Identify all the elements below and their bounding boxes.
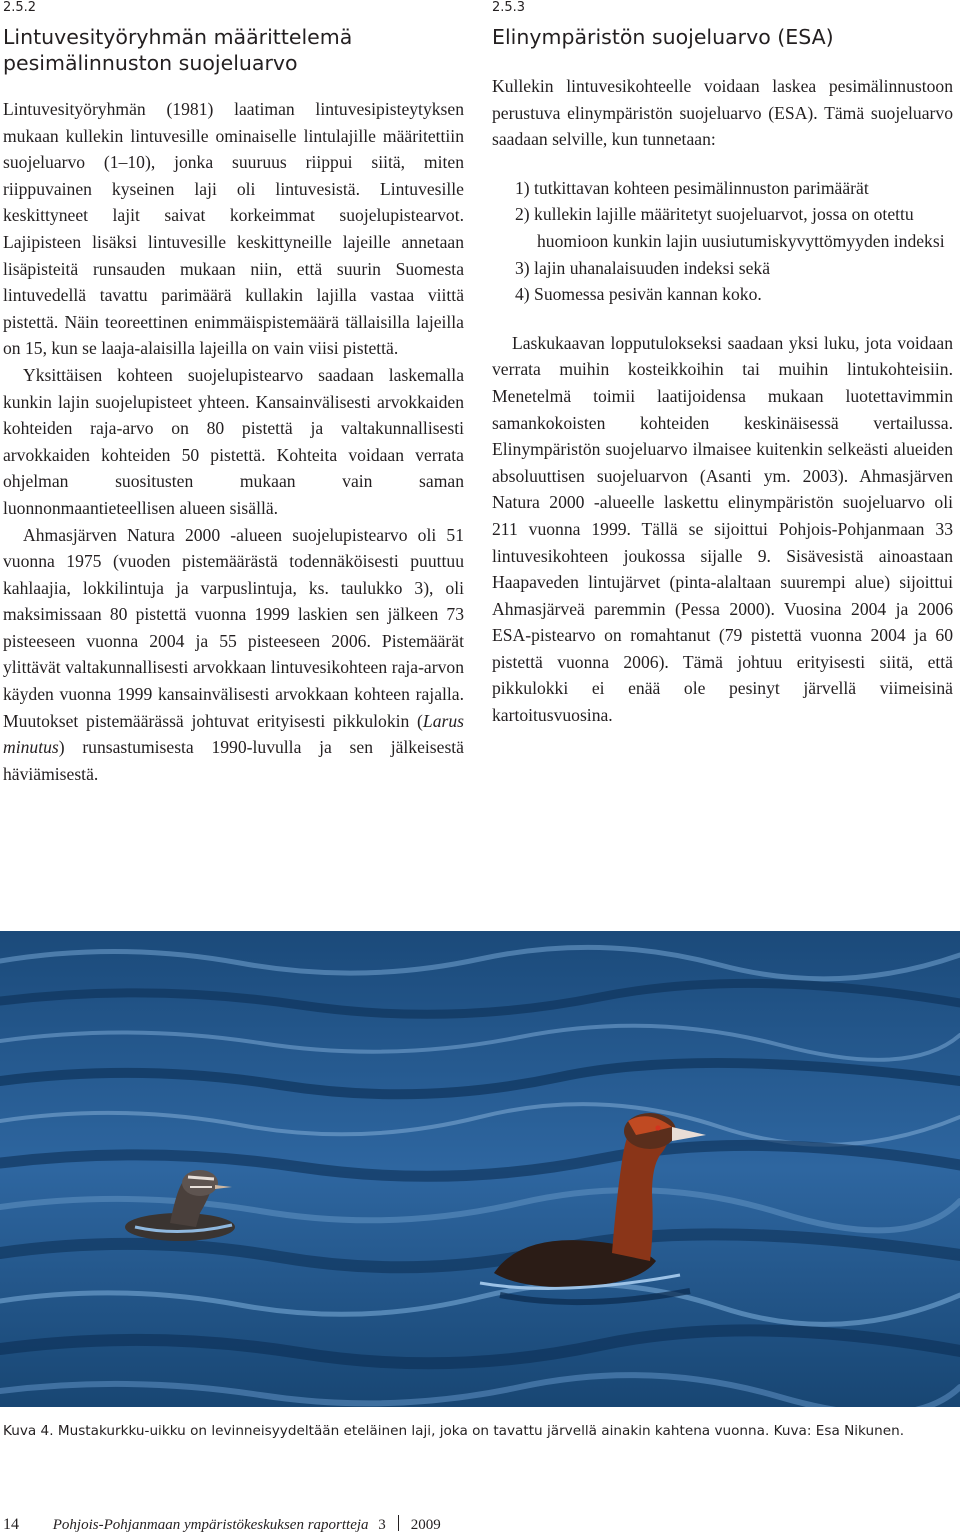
- figure-caption: [3, 1420, 958, 1442]
- figure-caption-text: Mustakurkku-uikku on levinneisyydeltään eteläinen laji, joka on tavattu järvellä ainakin kahtena vuonna. Kuva: Esa Nikunen.: [53, 1423, 905, 1439]
- left-paragraph-3: [3, 522, 464, 788]
- report-number: 3: [378, 1517, 386, 1533]
- report-series-title: Pohjois-Pohjanmaan ympäristökeskuksen raportteja: [52, 1517, 369, 1533]
- factor-item: 3) lajin uhanalaisuuden indeksi sekä: [515, 257, 771, 278]
- footer-divider: [398, 1515, 399, 1531]
- figure-label: Kuva 4.: [3, 1423, 54, 1439]
- right-paragraph-intro: Kullekin lintuvesikohteelle voidaan laskea pesimälinnustoon perustuva elinympäristön suojeluarvo (ESA). Tämä suojeluarvo saadaan selville, kun tunnetaan:: [492, 76, 953, 150]
- section-title-left: [3, 24, 473, 76]
- left-paragraph-1: Lintuvesityöryhmän (1981) laatiman lintuvesipisteytyksen mukaan kullekin lintuvesille ominaiselle lintulajille määritettiin suojeluarvo (1–10), jonka suuruus riippui siitä, miten riippuvainen kyseinen laji oli lintuvesistä. Lintuvesille keskittyneet lajit saivat korkeimmat suojelupistearvot. Lajipisteen lisäksi lintuvesille keskittyneille lajeille annetaan lisäpisteitä runsauden mukaan niin, että suurin Suomesta lintuvedellä tavattu parimäärä kullakin lajilla vastaa viittä pistettä. Näin teoreettinen enimmäispistemäärä tällaisilla lajeilla on 15, kun se laaja-alaisilla lajeilla on vain viisi pistettä.: [3, 99, 464, 359]
- section-number-right: 2.5.3: [492, 0, 526, 15]
- section-title-left-line2: pesimälinnuston suojeluarvo: [3, 51, 298, 75]
- left-paragraph-3-part1: Ahmasjärven Natura 2000 -alueen suojelupistearvo oli 51 vuonna 1975 (vuoden pistemäärästä todennäköisesti puuttuu kahlaajia, lokkilintuja ja varpuslintuja, ks. taulukko 3), oli maksimissaan 80 pistettä vuonna 1999 laskien sen jälkeen 73 pisteeseen vuonna 2004 ja 55 pisteeseen 2006. Pistemäärät ylittävät valtakunnallisesti arvokkaan lintuvesikohteen raja-arvon käyden vuonna 1999 kansainvälisesti arvokkaan kohteen rajalla. Muutokset pistemäärässä johtuvat erityisesti pikkulokin (: [3, 524, 464, 731]
- page-number: 14: [3, 1516, 19, 1533]
- factor-item: 2) kullekin lajille määritetyt suojeluarvot, jossa on otettu huomioon kunkin lajin uusiutumiskyvyttömyyden indeksi: [515, 204, 945, 251]
- left-column-body: [3, 96, 464, 787]
- left-paragraph-2: Yksittäisen kohteen suojelupistearvo saadaan laskemalla kunkin lajin suojelupisteet yhteen. Kansainvälisesti arvokkaiden kohteiden raja-arvo on 80 pistettä ja valtakunnallisesti arvokkaiden kohteiden 50 pistettä. Kohteita voidaan verrata ohjelman suositusten mukaan vain saman luonnonmaantieteellisen alueen sisällä.: [3, 364, 464, 518]
- factor-list: [492, 175, 953, 308]
- grebe-photo: [0, 931, 960, 1407]
- factor-item: 1) tutkittavan kohteen pesimälinnuston parimäärät: [515, 177, 869, 198]
- page-footer: [3, 1515, 441, 1534]
- species-name: Larus minutus: [3, 710, 464, 758]
- report-year: 2009: [410, 1517, 441, 1533]
- section-number-left: 2.5.2: [3, 0, 37, 15]
- right-column-body: [492, 73, 953, 729]
- section-title-right: Elinympäristön suojeluarvo (ESA): [492, 25, 834, 49]
- factor-item: 4) Suomessa pesivän kannan koko.: [515, 284, 762, 305]
- left-paragraph-3-part2: ) runsastumisesta 1990-luvulla ja sen jälkeisestä häviämisestä.: [3, 737, 464, 784]
- right-paragraph-2: Laskukaavan lopputulokseksi saadaan yksi luku, jota voidaan verrata muihin kosteikkoihin tai muihin lintukohteisiin. Menetelmä toimii laatijoidensa mukaan luotettavimmin samankokoisten kohteiden keskinäisessä vertailussa. Elinympäristön suojeluarvo ilmaisee kuitenkin selkeästi alueiden absoluuttisen suojeluarvon (Asanti ym. 2003). Ahmasjärven Natura 2000 -alueelle laskettu elinympäristön suojeluarvo oli 211 vuonna 1999. Tällä se sijoittui Pohjois-Pohjanmaan 33 lintuvesikohteen joukossa sijalle 9. Sisävesistä ainoastaan Haapaveden lintujärvet (pinta-alaltaan suurempi alue) sijoittui Ahmasjärveä paremmin (Pessa 2000). Vuosina 2004 ja 2006 ESA-pistearvo on romahtanut (79 pistettä vuonna 2004 ja 60 pistettä vuonna 2006). Tämä johtuu erityisesti siitä, että pikkulokki ei enää ole pesinyt järvellä viimeisinä kartoitusvuosina.: [492, 332, 953, 726]
- section-title-left-line1: Lintuvesityöryhmän määrittelemä: [3, 25, 353, 49]
